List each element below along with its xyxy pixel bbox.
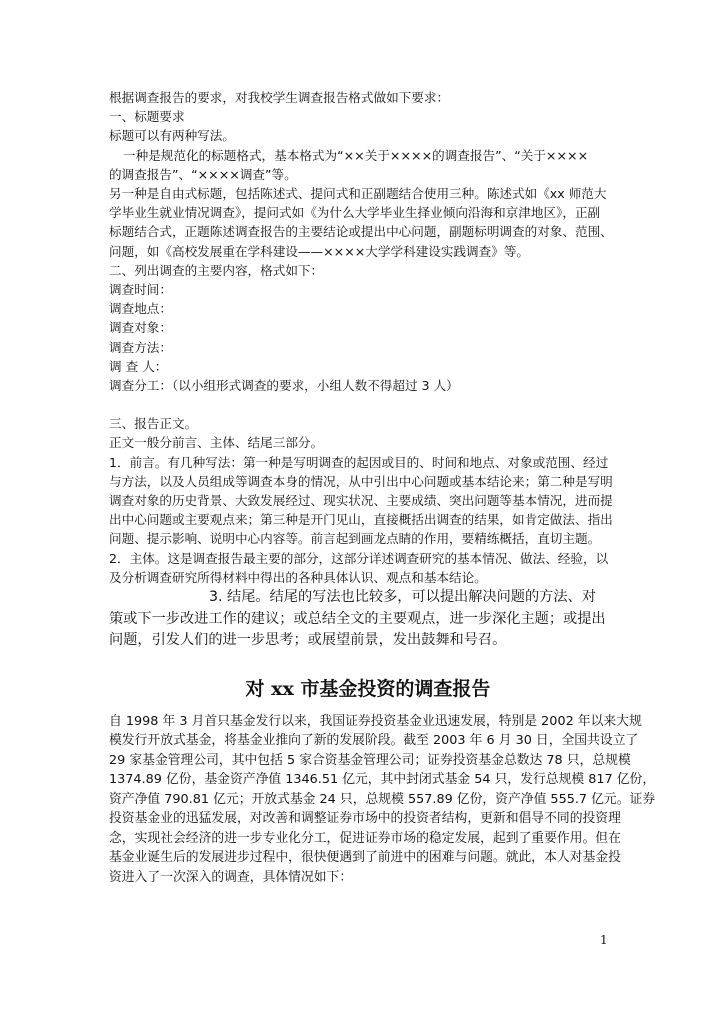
paragraph-line: 1374.89 亿份，基金资产净值 1346.51 亿元，其中封闭式基金 54 只，发行总规模 817 亿份， (109, 772, 656, 788)
paragraph-line: 模发行开放式基金，将基金业推向了新的发展阶段。截至 2003 年 6 月 30 日，全国共设立了 (109, 733, 639, 749)
paragraph-line: 一种是规范化的标题格式，基本格式为“××关于××××的调查报告”、“关于×××× (123, 147, 589, 163)
paragraph-line: 资进入了一次深入的调查，具体情况如下： (109, 869, 353, 885)
report-body (109, 712, 656, 888)
paragraph-line: 问题，如《高校发展重在学科建设——××××大学学科建设实践调查》等。 (109, 243, 530, 259)
form-field-location: 调查地点： (109, 301, 172, 317)
paragraph-line: 的调查报告”、“××××调查”等。 (109, 166, 297, 182)
page-number: 1 (600, 933, 608, 947)
section-heading-title: 一、标题要求 (109, 109, 185, 125)
paragraph-line: 正文一般分前言、主体、结尾三部分。 (109, 435, 324, 451)
paragraph-line: 基金业诞生后的发展进步过程中，很快便遇到了前进中的困难与问题。就此，本人对基金投 (109, 850, 621, 866)
paragraph-line: 与方法，以及人员组成等调查本身的情况，从中引出中心问题或基本结论来；第二种是写明 (109, 473, 613, 489)
paragraph-line: 另一种是自由式标题，包括陈述式、提问式和正副题结合使用三种。陈述式如《xx 师范大 (109, 186, 607, 202)
paragraph-line: 标题结合式，正题陈述调查报告的主要结论或提出中心问题，副题标明调查的对象、范围、 (109, 224, 613, 240)
form-field-division: 调查分工：（以小组形式调查的要求，小组人数不得超过 3 人） (109, 378, 459, 394)
paragraph-line: 及分析调查研究所得材料中得出的各种具体认识、观点和基本结论。 (109, 569, 487, 585)
paragraph-line: 学毕业生就业情况调查》，提问式如《为什么大学毕业生择业倾向沿海和京津地区》，正副 (109, 205, 601, 221)
paragraph-line: 资产净值 790.81 亿元；开放式基金 24 只，总规模 557.89 亿份，资产净值 555.7 亿元。证券 (109, 791, 656, 807)
paragraph-line: 念，实现社会经济的进一步专业化分工，促进证券市场的稳定发展，起到了重要作用。但在 (109, 830, 621, 846)
report-title-block (109, 652, 627, 712)
paragraph-line: 2．主体。这是调查报告最主要的部分，这部分详述调查研究的基本情况、做法、经验，以 (109, 550, 609, 566)
paragraph-line: 29 家基金管理公司，其中包括 5 家合资基金管理公司；证券投资基金总数达 78 只，总规模 (109, 752, 631, 768)
guide-section (109, 88, 627, 587)
paragraph-line: 问题、提示影响、说明中心内容等。前言起到画龙点睛的作用，要精练概括，直切主题。 (109, 531, 601, 547)
paragraph-line: 策或下一步改进工作的建议；或总结全文的主要观点，进一步深化主题；或提出 (109, 610, 606, 627)
report-title: 对 xx 市基金投资的调查报告 (245, 677, 491, 700)
conclusion-paragraph (109, 587, 627, 652)
paragraph-line: 投资基金业的迅猛发展，对改善和调整证券市场中的投资者结构，更新和倡导不同的投资理 (109, 811, 621, 827)
form-field-subject: 调查对象： (109, 320, 172, 336)
paragraph-line: 自 1998 年 3 月首只基金发行以来，我国证券投资基金业迅速发展，特别是 2002 年以来大规 (109, 713, 642, 729)
blank-line (109, 395, 627, 414)
intro-line: 根据调查报告的要求，对我校学生调查报告格式做如下要求： (109, 90, 450, 105)
paragraph-line: 问题，引发人们的进一步思考；或展望前景，发出鼓舞和号召。 (109, 632, 507, 649)
form-field-person: 调 查 人： (109, 358, 168, 374)
form-field-method: 调查方法： (109, 339, 172, 355)
paragraph-line: 调查对象的历史背景、大致发展经过、现实状况、主要成绩、突出问题等基本情况，进而提 (109, 493, 613, 509)
section-heading-body: 三、报告正文。 (109, 416, 198, 432)
paragraph-line: 3. 结尾。结尾的写法也比较多，可以提出解决问题的方法、对 (209, 589, 596, 606)
form-field-time: 调查时间： (109, 282, 172, 298)
document-body (109, 88, 656, 887)
paragraph-line: 1．前言。有几种写法：第一种是写明调查的起因或目的、时间和地点、对象或范围、经过 (109, 454, 609, 470)
section-heading-content: 二、列出调查的主要内容，格式如下： (109, 262, 324, 278)
paragraph-line: 出中心问题或主要观点来；第三种是开门见山，直接概括出调查的结果，如肯定做法、指出 (109, 512, 613, 528)
paragraph-line: 标题可以有两种写法。 (109, 128, 235, 144)
